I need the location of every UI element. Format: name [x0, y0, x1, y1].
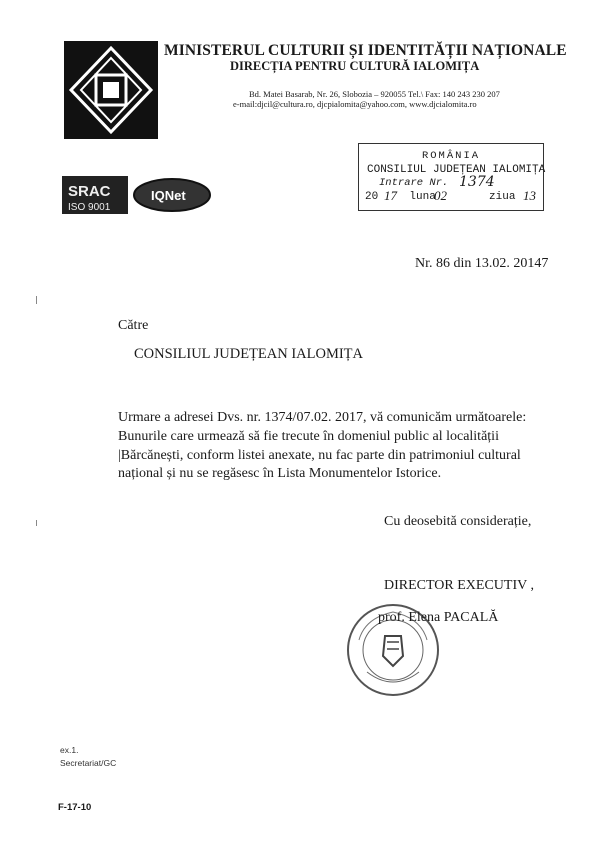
email-line: e-mail:djcil@cultura.ro, djcpialomita@yahoo.com, www.djcialomita.ro	[233, 99, 477, 109]
signatory-title: DIRECTOR EXECUTIV ,	[384, 578, 534, 593]
stamp-entry-number: 1374	[459, 174, 495, 190]
stamp-month: 02	[434, 188, 447, 203]
scan-mark	[36, 520, 37, 526]
to-label: Către	[118, 318, 149, 333]
form-code: F-17-10	[58, 802, 92, 813]
paragraph-body: Bunurile care urmează să fie trecute în domeniul public al localității |Bărcănești, conform listei anexate, nu fac parte din patrimoniul cultural național și nu se regăsesc în Lista Monumentelor Istorice.	[118, 429, 521, 481]
stamp-month-label: luna	[409, 191, 436, 203]
address-line: Bd. Matei Basarab, Nr. 26, Slobozia – 920055 Tel.\ Fax: 140 243 230 207	[249, 89, 500, 99]
recipient: CONSILIUL JUDEȚEAN IALOMIȚA	[134, 346, 364, 362]
stamp-country: ROMÂNIA	[421, 150, 481, 162]
ministry-name: MINISTERUL CULTURII ȘI IDENTITĂȚII NAȚIONALE	[164, 42, 567, 59]
reference-number: Nr. 86 din 13.02. 20147	[415, 256, 549, 271]
secretariat-note: Secretariat/GC	[60, 758, 117, 768]
stamp-date-year: 17	[384, 188, 397, 203]
stamp-institution: CONSILIUL JUDEȚEAN IALOMIȚA	[367, 164, 546, 176]
certification-logos	[62, 176, 222, 214]
stamp-entry-label: Intrare Nr.	[379, 177, 449, 189]
paragraph-intro: Urmare a adresei Dvs. nr. 1374/07.02. 2017, vă comunicăm următoarele:	[118, 410, 527, 425]
closing-formula: Cu deosebită considerație,	[384, 514, 532, 529]
stamp-date-prefix: 20	[365, 191, 379, 203]
ministry-logo	[63, 40, 159, 140]
registration-stamp	[358, 143, 544, 211]
scan-mark	[36, 296, 37, 304]
stamp-day: 13	[523, 188, 536, 203]
signatory-name: prof. Elena PACALĂ	[378, 610, 499, 625]
iqnet-logo-text: IQNet	[151, 188, 186, 203]
direction-name: DIRECȚIA PENTRU CULTURĂ IALOMIȚA	[230, 59, 480, 73]
srac-logo-text: SRAC	[68, 183, 111, 200]
copies-note: ex.1.	[60, 745, 79, 755]
iso-logo-text: ISO 9001	[68, 202, 111, 213]
stamp-day-label: ziua	[489, 191, 516, 203]
